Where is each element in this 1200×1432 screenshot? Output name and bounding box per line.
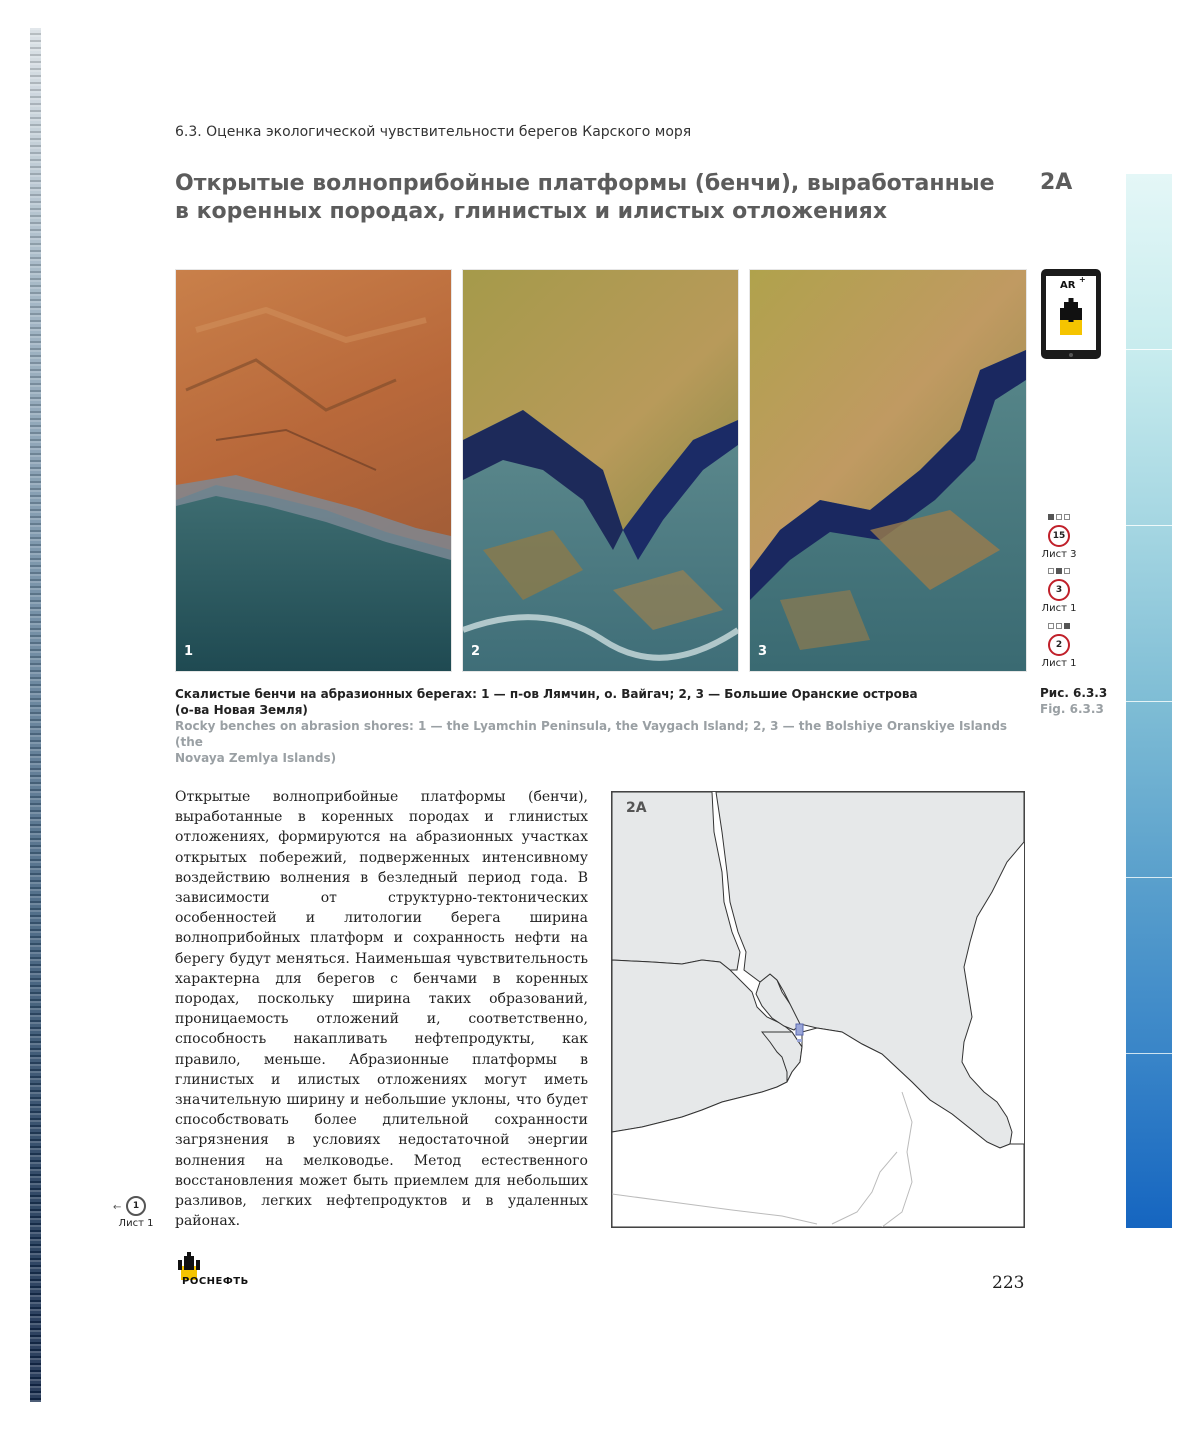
photo-number: 2: [471, 644, 481, 659]
coastline-map-2a: [611, 791, 1025, 1228]
scale-segment-2: [1126, 350, 1172, 526]
shore-type-code: 2A: [1040, 170, 1073, 195]
photo-oranskiye-islands-1: [462, 269, 739, 672]
section-title-line-1: Открытые волноприбойные платформы (бенчи), выработанные: [175, 171, 995, 196]
sheet-ref-15[interactable]: [1040, 514, 1078, 560]
scale-segment-3: [1126, 526, 1172, 702]
sheet-ref-2[interactable]: [1040, 623, 1078, 669]
sheet-ref-indicator: [1040, 514, 1078, 522]
back-sheet-ref[interactable]: [113, 1193, 159, 1229]
map-label: 2A: [626, 800, 647, 816]
ar-tablet-icon[interactable]: [1040, 268, 1102, 360]
sensitivity-scale-bar: [1126, 174, 1172, 1228]
body-paragraph-text: Открытые волноприбойные платформы (бенчи), выработанные в коренных породах и глинистых отложениях, формируются на абразионных участках открытых побережий, подверженных интенсивному воздействию волнения в безледный период года. В зависимости от структурно-тектонических особенностей и литологии берега ширина волноприбойных платформ и сохранность нефти на берегу будут меняться. Наименьшая чувствительность характерна для берегов с бенчами в коренных породах, поскольку ширина таких образований, проницаемость отложений и, соответственно, способность накапливать нефтепродукты, как правило, меньше. Абразионные платформы в глинистых и илистых отложениях могут иметь значительную ширину и небольшие уклоны, что будет способствовать более длительной сохранности загрязнения в условиях недостаточной энергии волнения на мелководье. Метод естественного восстановления может быть приемлем для небольших разливов, легких нефтепродуктов и в удаленных районах.: [175, 789, 588, 1230]
back-ref-circle: 1: [126, 1196, 146, 1216]
ar-plus: +: [1079, 275, 1086, 284]
photo-number: 1: [184, 644, 194, 659]
scale-segment-1: [1126, 174, 1172, 350]
caption-ru-line-1: Скалистые бенчи на абразионных берегах: 1 — п-ов Лямчин, о. Вайгач; 2, 3 — Большие Оранские острова: [175, 687, 918, 701]
rosneft-logo: [174, 1250, 294, 1290]
caption-ru-line-2: (о-ва Новая Земля): [175, 703, 308, 717]
photo-number: 3: [758, 644, 768, 659]
scale-segment-4: [1126, 702, 1172, 878]
figure-number-ru: Рис. 6.3.3: [1040, 686, 1108, 700]
caption-en-line-1: Rocky benches on abrasion shores: 1 — the Lyamchin Peninsula, the Vaygach Island; 2, 3 — the Bolshiye Oranskiye Islands (the: [175, 719, 1008, 749]
page-number: 223: [992, 1273, 1025, 1293]
section-title-line-2: в коренных породах, глинистых и илистых отложениях: [175, 199, 888, 224]
logo-text: РОСНЕФТЬ: [182, 1276, 249, 1287]
sheet-ref-indicator: [1040, 623, 1078, 631]
sheet-ref-indicator: [1040, 568, 1078, 576]
photo-lyamchin-peninsula: [175, 269, 452, 672]
sheet-ref-circle: 15: [1048, 525, 1070, 547]
arrow-left-icon: ←: [113, 1202, 122, 1213]
scale-segment-5: [1126, 878, 1172, 1054]
scale-segment-6: [1126, 1054, 1172, 1228]
sheet-ref-3[interactable]: [1040, 568, 1078, 614]
body-paragraph: [175, 787, 588, 1231]
figure-caption-en: [175, 718, 1015, 766]
sheet-ref-label: Лист 3: [1041, 549, 1077, 560]
figure-caption-ru: [175, 686, 1015, 718]
photo-oranskiye-islands-2: [749, 269, 1027, 672]
back-ref-label: Лист 1: [118, 1218, 154, 1229]
figure-number-en: Fig. 6.3.3: [1040, 702, 1104, 716]
caption-en-line-2: Novaya Zemlya Islands): [175, 751, 337, 765]
sheet-ref-circle: 2: [1048, 634, 1070, 656]
chapter-header: 6.3. Оценка экологической чувствительности берегов Карского моря: [175, 124, 692, 140]
left-edge-sea-strip: [30, 28, 41, 1402]
sheet-ref-label: Лист 1: [1041, 658, 1077, 669]
ar-label: AR: [1060, 280, 1076, 291]
section-title: [175, 170, 995, 226]
sheet-ref-label: Лист 1: [1041, 603, 1077, 614]
sheet-ref-circle: 3: [1048, 579, 1070, 601]
